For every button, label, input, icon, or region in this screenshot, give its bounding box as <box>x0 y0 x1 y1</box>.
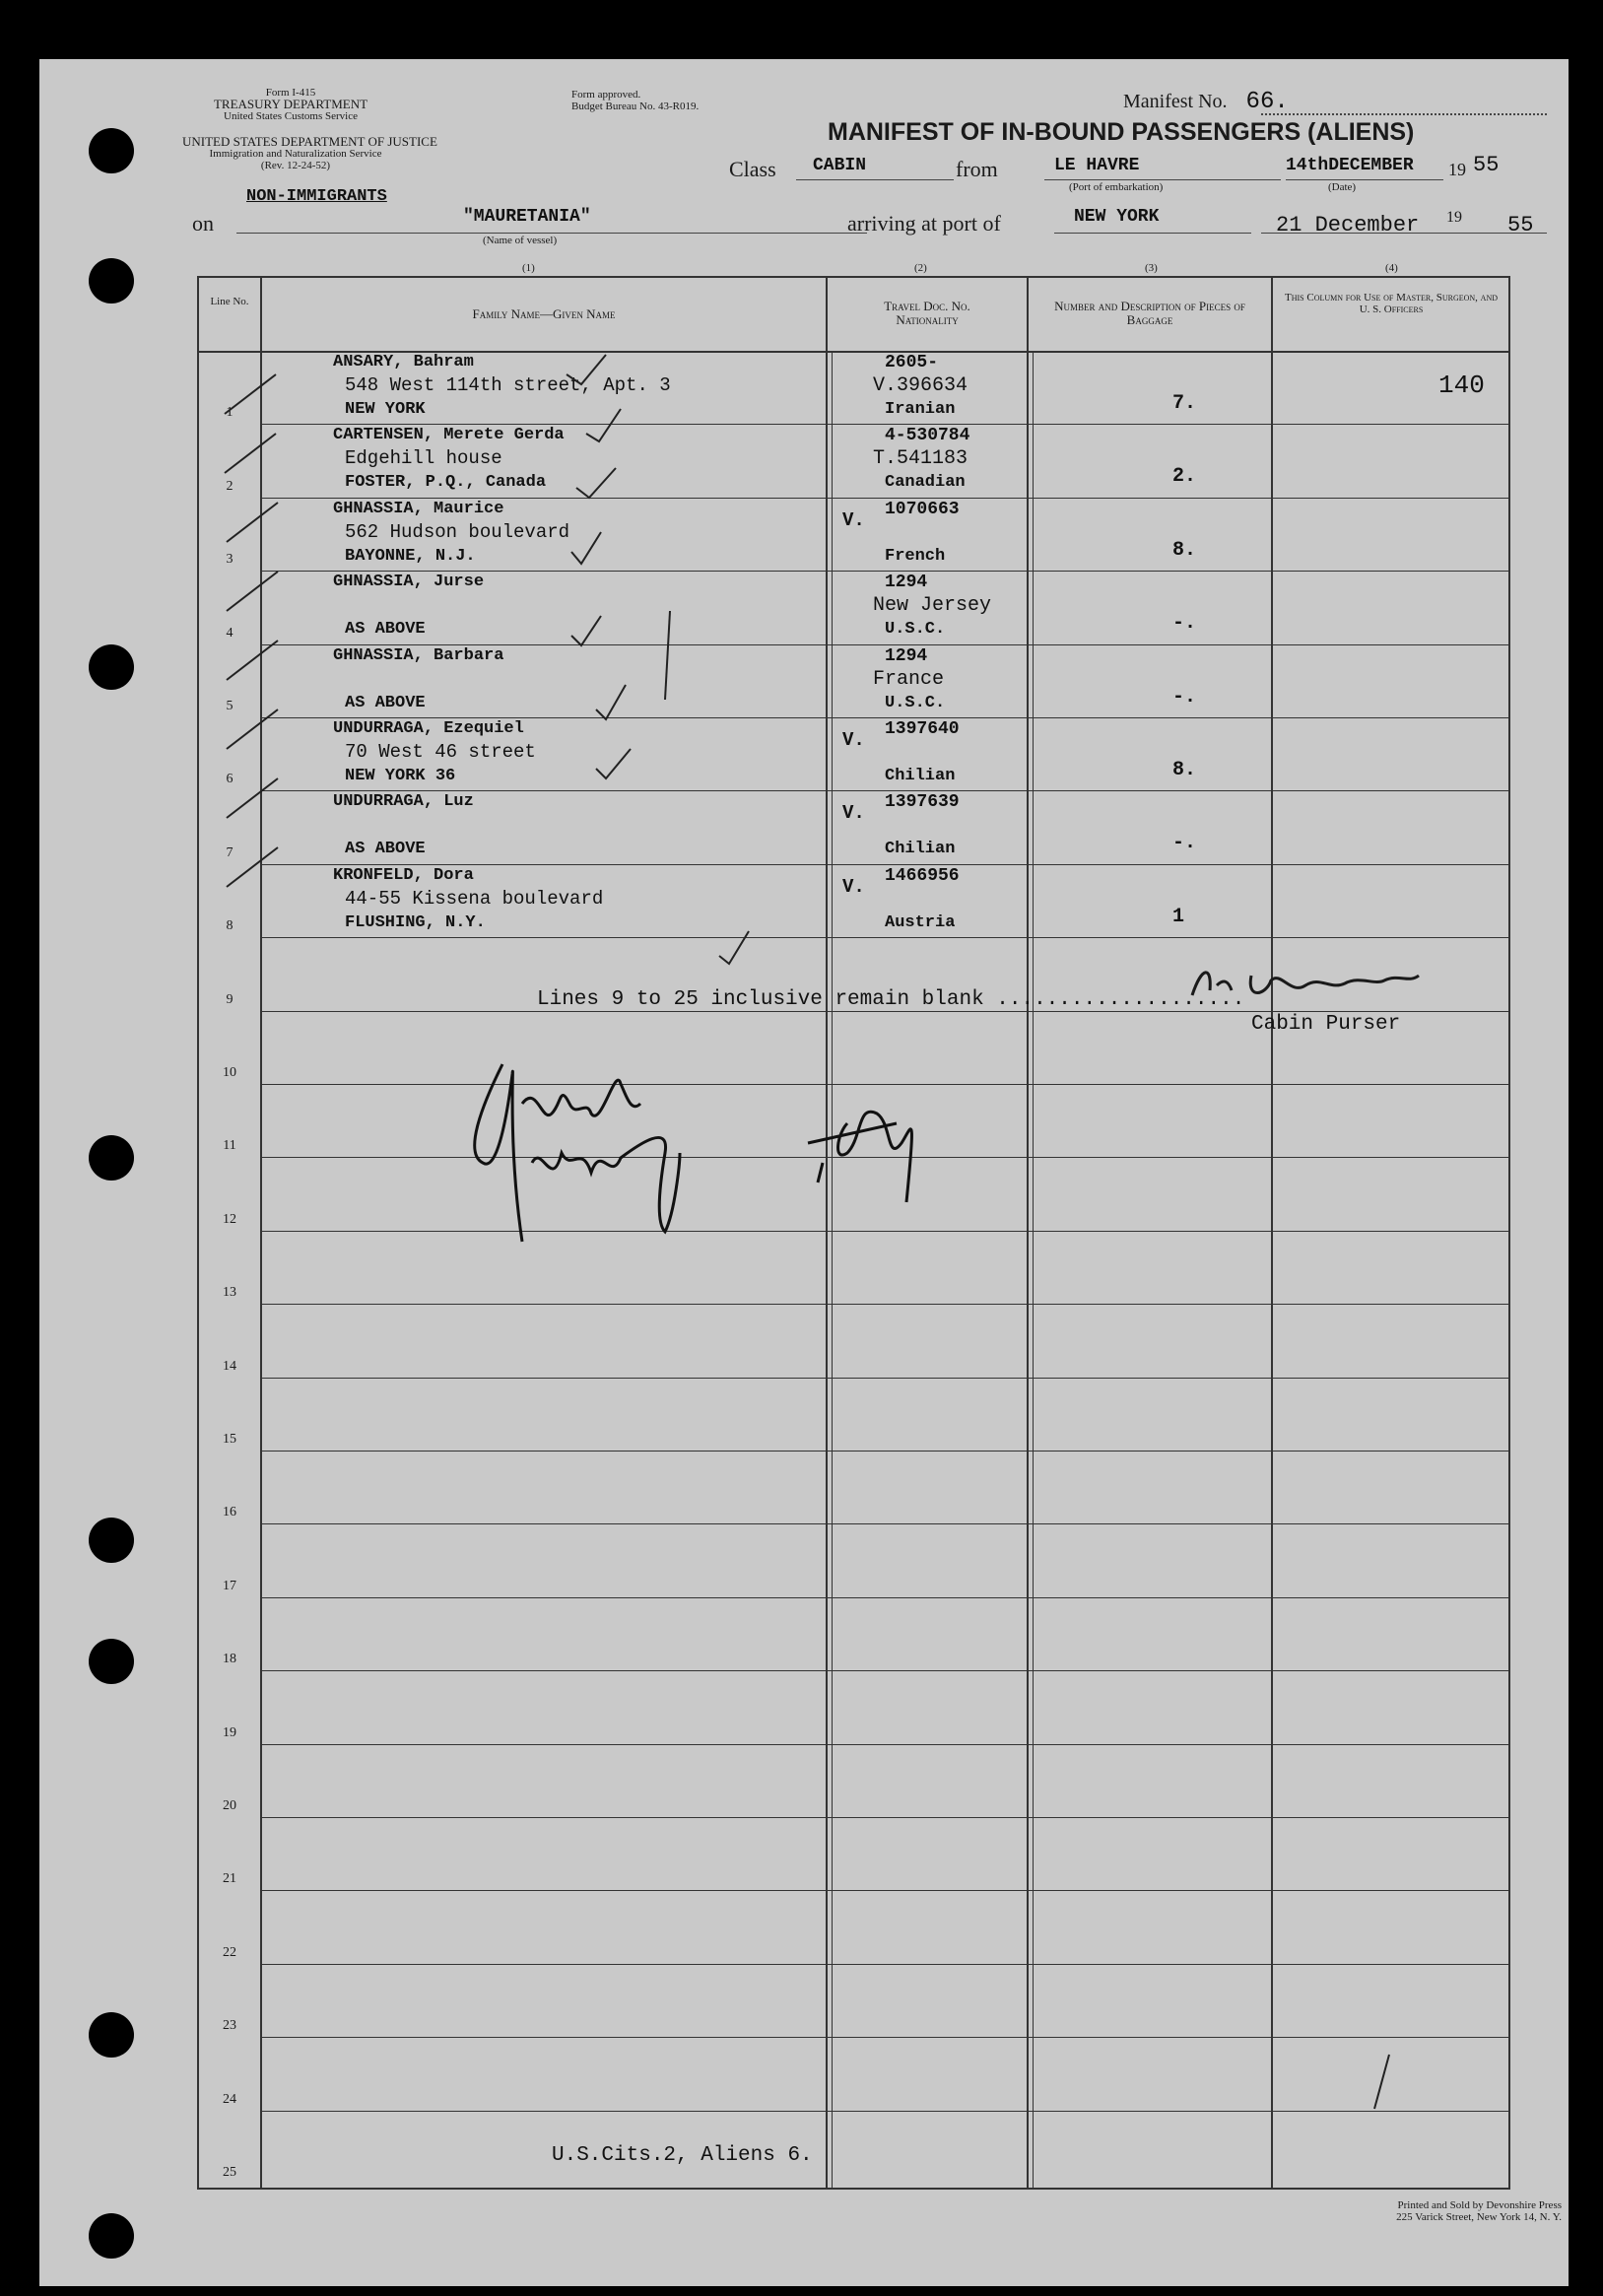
printer-line-2: 225 Varick Street, New York 14, N. Y. <box>1396 2211 1562 2223</box>
passenger-address: 548 West 114th street, Apt. 3 <box>345 374 671 396</box>
row-divider <box>262 1451 1508 1452</box>
passenger-name: ANSARY, Bahram <box>333 353 474 371</box>
line-number: 13 <box>223 1285 236 1300</box>
line-number: 9 <box>226 992 234 1007</box>
baggage-count: -. <box>1172 686 1197 709</box>
line-number: 17 <box>223 1579 236 1593</box>
col-number-2: (2) <box>914 262 927 274</box>
travel-doc-number: 1466956 <box>885 866 960 886</box>
punch-hole <box>89 258 134 304</box>
form-approved: Form approved. <box>571 89 641 101</box>
status-label: NON-IMMIGRANTS <box>246 187 387 206</box>
summary-text: U.S.Cits.2, Aliens 6. <box>552 2144 813 2167</box>
arrival-year-prefix: 19 <box>1446 209 1462 226</box>
passenger-name: GHNASSIA, Maurice <box>333 500 504 518</box>
budget-bureau: Budget Bureau No. 43-R019. <box>571 101 700 112</box>
row-divider <box>262 1817 1508 1818</box>
line-number: 19 <box>223 1725 236 1740</box>
nationality: Chilian <box>885 840 956 858</box>
baggage-count: -. <box>1172 832 1197 854</box>
visa-prefix: V. <box>842 729 865 751</box>
line-number: 16 <box>223 1505 236 1519</box>
passenger-city: BAYONNE, N.J. <box>345 547 476 566</box>
row-divider <box>262 1378 1508 1379</box>
col-number-3: (3) <box>1145 262 1158 274</box>
travel-doc-number: 2605- <box>885 353 939 372</box>
remark-text: Lines 9 to 25 inclusive remain blank .................... <box>537 988 1245 1011</box>
baggage-count: 1 <box>1172 906 1185 928</box>
line-number: 14 <box>223 1359 236 1374</box>
passenger-city: AS ABOVE <box>345 694 426 712</box>
passenger-name: KRONFELD, Dora <box>333 866 474 885</box>
line-number: 15 <box>223 1432 236 1447</box>
passenger-city: AS ABOVE <box>345 620 426 639</box>
passenger-name: UNDURRAGA, Ezequiel <box>333 719 524 738</box>
passenger-name: UNDURRAGA, Luz <box>333 792 474 811</box>
nationality: Iranian <box>885 400 956 419</box>
passenger-address: 562 Hudson boulevard <box>345 521 570 543</box>
manifest-number: 66. <box>1245 89 1289 115</box>
col-number-1: (1) <box>522 262 535 274</box>
nationality: U.S.C. <box>885 694 946 712</box>
travel-doc-detail: T.541183 <box>873 447 968 470</box>
travel-doc-number: 1397639 <box>885 792 960 812</box>
row-divider <box>262 1670 1508 1671</box>
line-number: 25 <box>223 2165 236 2180</box>
nationality: Chilian <box>885 767 956 785</box>
vessel-name: "MAURETANIA" <box>463 207 591 227</box>
header-travel-doc: Travel Doc. No. <box>884 299 970 313</box>
line-number: 23 <box>223 2018 236 2033</box>
line-number: 12 <box>223 1212 236 1227</box>
line-number: 6 <box>226 772 234 786</box>
arrival-port: NEW YORK <box>1074 207 1160 227</box>
punch-hole <box>89 2012 134 2058</box>
punch-hole <box>89 1639 134 1684</box>
row-divider <box>262 1890 1508 1891</box>
baggage-count: 7. <box>1172 392 1197 415</box>
header-nationality: Nationality <box>896 312 959 327</box>
passenger-city: NEW YORK <box>345 400 426 419</box>
manifest-page <box>39 59 1569 2286</box>
header-name: Family Name—Given Name <box>472 306 616 321</box>
passenger-name: GHNASSIA, Jurse <box>333 573 485 591</box>
line-number: 22 <box>223 1945 236 1960</box>
arriving-label: arriving at port of <box>847 211 1001 236</box>
officer-note: 140 <box>1438 371 1485 400</box>
manifest-label: Manifest No. <box>1123 91 1228 112</box>
arrival-year: 55 <box>1507 213 1534 237</box>
line-number: 4 <box>226 626 234 641</box>
justice-dept: UNITED STATES DEPARTMENT OF JUSTICE <box>182 134 437 149</box>
row-divider <box>262 2111 1508 2112</box>
sailing-date: 14thDECEMBER <box>1286 156 1414 175</box>
year-prefix: 19 <box>1448 160 1466 179</box>
row-divider <box>262 1304 1508 1305</box>
date-caption: (Date) <box>1328 181 1357 193</box>
travel-doc-detail: New Jersey <box>873 594 992 617</box>
passenger-city: FLUSHING, N.Y. <box>345 913 486 932</box>
passenger-city: AS ABOVE <box>345 840 426 858</box>
purser-title: Cabin Purser <box>1251 1013 1401 1036</box>
manifest-title: MANIFEST OF IN-BOUND PASSENGERS (ALIENS) <box>828 118 1415 146</box>
header-baggage: Number and Description of Pieces of Baggage <box>1054 299 1245 327</box>
passenger-name: CARTENSEN, Merete Gerda <box>333 426 565 444</box>
travel-doc-number: 1294 <box>885 573 928 592</box>
line-number: 7 <box>226 845 234 860</box>
line-number: 5 <box>226 699 234 713</box>
line-number: 11 <box>223 1138 236 1153</box>
printer-line-1: Printed and Sold by Devonshire Press <box>1397 2199 1562 2211</box>
arrival-date: 21 December <box>1276 213 1420 237</box>
nationality: U.S.C. <box>885 620 946 639</box>
from-label: from <box>956 157 998 181</box>
baggage-count: 8. <box>1172 539 1197 562</box>
officer-tick <box>1360 2050 1419 2128</box>
nationality: Canadian <box>885 473 966 492</box>
treasury-dept: TREASURY DEPARTMENT <box>213 97 368 111</box>
class-value: CABIN <box>813 156 867 175</box>
travel-doc-number: 1070663 <box>885 500 960 519</box>
punch-hole <box>89 1518 134 1563</box>
line-number: 18 <box>223 1652 236 1666</box>
revision: (Rev. 12-24-52) <box>260 160 331 171</box>
check-marks <box>187 355 778 985</box>
form-number: Form I-415 <box>265 87 316 99</box>
sailing-year: 55 <box>1473 153 1500 177</box>
nationality: French <box>885 547 946 566</box>
travel-doc-number: 1294 <box>885 646 928 666</box>
passenger-city: NEW YORK 36 <box>345 767 456 785</box>
line-number: 1 <box>226 405 234 420</box>
line-number: 21 <box>223 1871 236 1886</box>
row-divider <box>262 1597 1508 1598</box>
line-number: 20 <box>223 1798 236 1813</box>
row-divider <box>262 1964 1508 1965</box>
vessel-caption: (Name of vessel) <box>483 235 558 246</box>
row-divider <box>262 1523 1508 1524</box>
passenger-address: 44-55 Kissena boulevard <box>345 888 604 910</box>
customs-service: United States Customs Service <box>224 110 358 122</box>
line-number: 8 <box>226 918 234 933</box>
line-number: 3 <box>226 552 234 567</box>
visa-prefix: V. <box>842 509 865 531</box>
purser-signature <box>1172 956 1468 1015</box>
punch-hole <box>89 128 134 173</box>
travel-doc-number: 4-530784 <box>885 426 970 445</box>
travel-doc-detail: V.396634 <box>873 374 968 397</box>
travel-doc-detail: France <box>873 668 945 691</box>
header-line-no: Line No. <box>210 296 249 307</box>
passenger-address: Edgehill house <box>345 447 502 469</box>
class-label: Class <box>729 157 776 181</box>
from-port: LE HAVRE <box>1054 156 1140 175</box>
passenger-address: 70 West 46 street <box>345 741 536 763</box>
line-number: 2 <box>226 479 234 494</box>
on-label: on <box>192 211 214 236</box>
punch-hole <box>89 1135 134 1181</box>
officer-signature <box>443 1045 995 1301</box>
baggage-count: 2. <box>1172 465 1197 488</box>
header-officers: This Column for Use of Master, Surgeon, and U. S. Officers <box>1285 292 1498 315</box>
travel-doc-number: 1397640 <box>885 719 960 739</box>
passenger-name: GHNASSIA, Barbara <box>333 646 504 665</box>
line-number: 10 <box>223 1065 236 1080</box>
visa-prefix: V. <box>842 802 865 824</box>
port-caption: (Port of embarkation) <box>1069 181 1164 193</box>
punch-hole <box>89 644 134 690</box>
row-divider <box>262 1744 1508 1745</box>
nationality: Austria <box>885 913 956 932</box>
punch-hole <box>89 2213 134 2259</box>
baggage-count: 8. <box>1172 759 1197 781</box>
ins-service: Immigration and Naturalization Service <box>209 148 382 160</box>
baggage-count: -. <box>1172 612 1197 635</box>
line-number: 24 <box>223 2092 236 2107</box>
passenger-city: FOSTER, P.Q., Canada <box>345 473 547 492</box>
visa-prefix: V. <box>842 876 865 898</box>
col-number-4: (4) <box>1385 262 1398 274</box>
row-divider <box>262 2037 1508 2038</box>
